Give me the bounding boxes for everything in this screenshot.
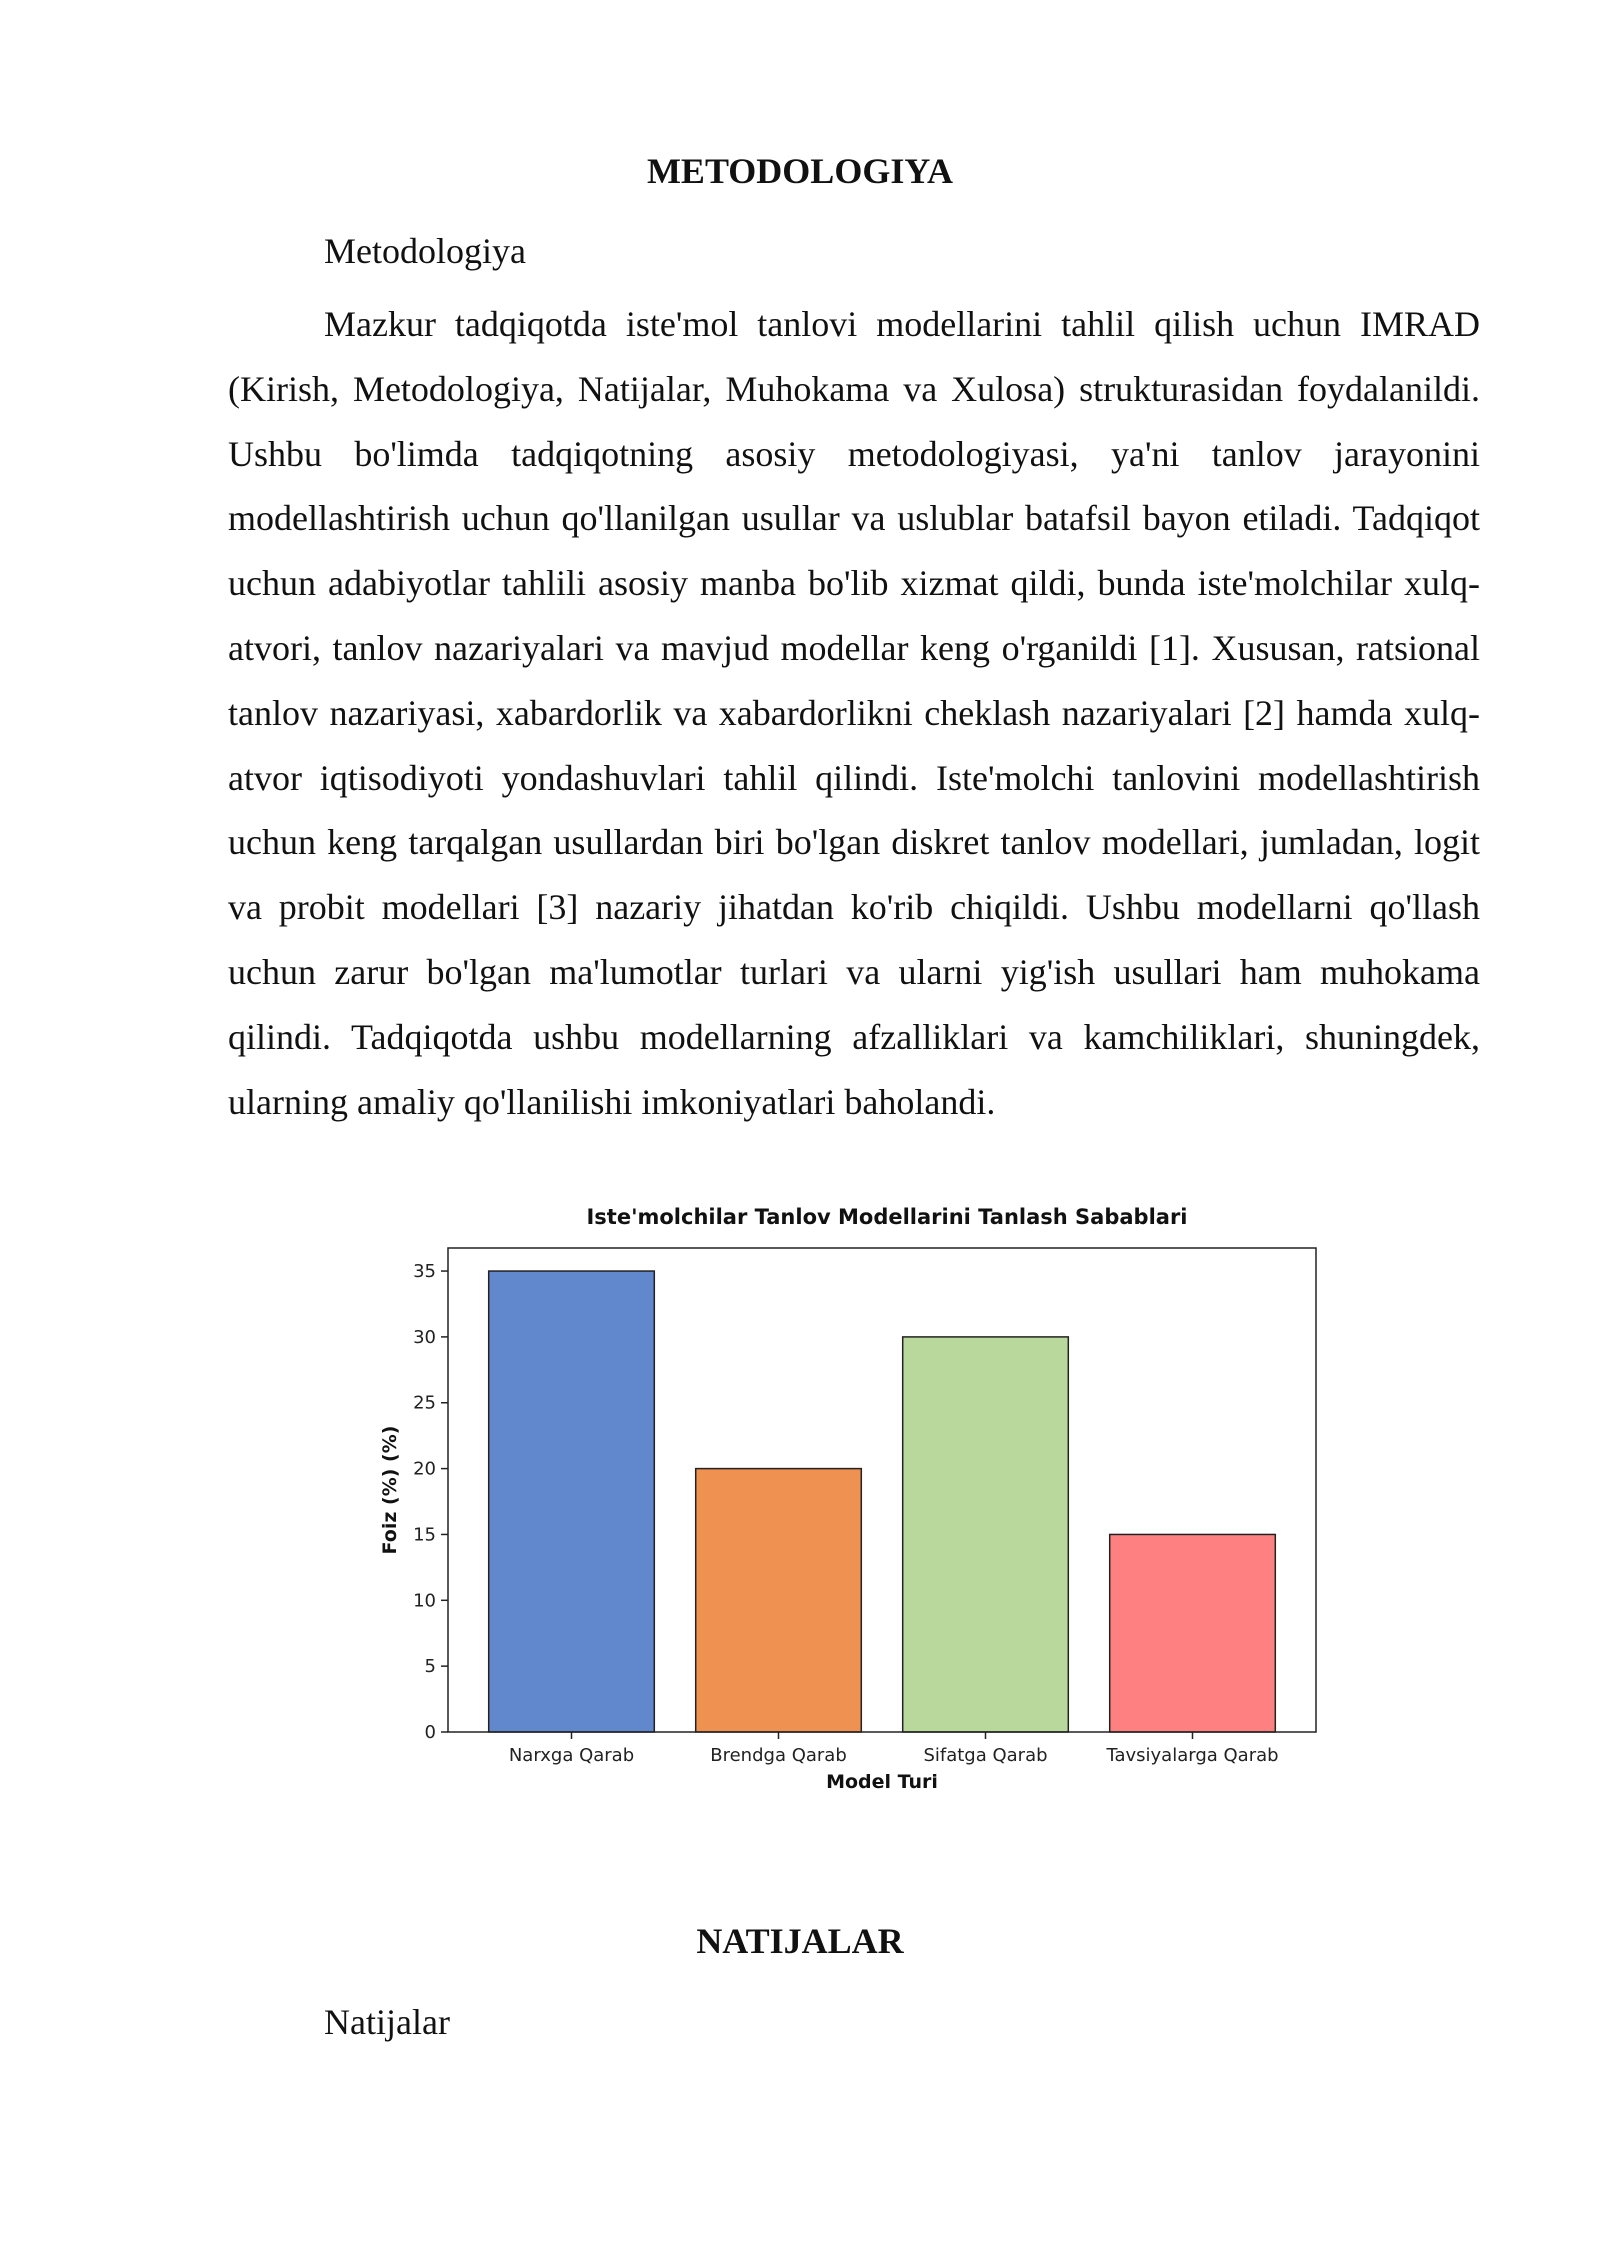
bar-0 [489,1271,655,1732]
y-tick-label: 35 [413,1261,436,1283]
y-tick-label: 10 [413,1590,436,1612]
x-tick-label: Brendga Qarab [710,1745,847,1766]
y-tick-label: 25 [413,1392,436,1414]
x-tick-label: Sifatga Qarab [923,1745,1048,1766]
y-tick-label: 0 [424,1722,436,1743]
y-tick-label: 15 [413,1524,436,1546]
y-axis-ticks [413,1261,448,1743]
x-tick-label: Tavsiyalarga Qarab [1106,1745,1279,1766]
y-tick-label: 20 [413,1458,436,1480]
metodologiya-paragraph: Mazkur tadqiqotda iste'mol tanlovi modellarini tahlil qilish uchun IMRAD (Kirish, Metodologiya, Natijalar, Muhokama va Xulosa) strukturasidan foydalanildi. Ushbu bo'limda tadqiqotning asosiy metodologiyasi, ya'ni tanlov jarayonini modellashtirish uchun qo'llanilgan usullar va uslublar batafsil bayon etiladi. Tadqiqot uchun adabiyotlar tahlili asosiy manba bo'lib xizmat qildi, bunda iste'molchilar xulq-atvori, tanlov nazariyalari va mavjud modellar keng o'rganildi [1]. Xususan, ratsional tanlov nazariyasi, xabardorlik va xabardorlikni cheklash nazariyalari [2] hamda xulq-atvor iqtisodiyoti yondashuvlari tahlil qilindi. Iste'molchi tanlovini modellashtirish uchun keng tarqalgan usullardan biri bo'lgan diskret tanlov modellari, jumladan, logit va probit modellari [3] nazariy jihatdan ko'rib chiqildi. Ushbu modellarni qo'llash uchun zarur bo'lgan ma'lumotlar turlari va ularni yig'ish usullari ham muhokama qilindi. Tadqiqotda ushbu modellarning afzalliklari va kamchiliklari, shuningdek, ularning amaliy qo'llanilishi imkoniyatlari baholandi. [228,304,1480,1122]
bar-chart [360,1200,1340,1820]
bars-group [489,1271,1276,1732]
x-axis-ticks [509,1732,1279,1766]
chart-title: Iste'molchilar Tanlov Modellarini Tanlash Sabablari [586,1205,1188,1229]
section-heading-metodologiya: METODOLOGIYA [646,151,954,191]
bar-chart-svg [360,1200,1340,1820]
bar-2 [903,1337,1069,1732]
y-tick-label: 30 [413,1326,436,1348]
y-tick-label: 5 [424,1656,436,1678]
y-axis-label: Foiz (%) (%) [379,1425,401,1555]
x-axis-label: Model Turi [826,1771,938,1793]
x-tick-label: Narxga Qarab [508,1745,635,1766]
subheading-natijalar: Natijalar [324,2002,450,2042]
subheading-metodologiya: Metodologiya [324,231,526,271]
section-heading-natijalar: NATIJALAR [696,1921,904,1961]
bar-3 [1110,1534,1276,1732]
bar-1 [696,1469,862,1732]
